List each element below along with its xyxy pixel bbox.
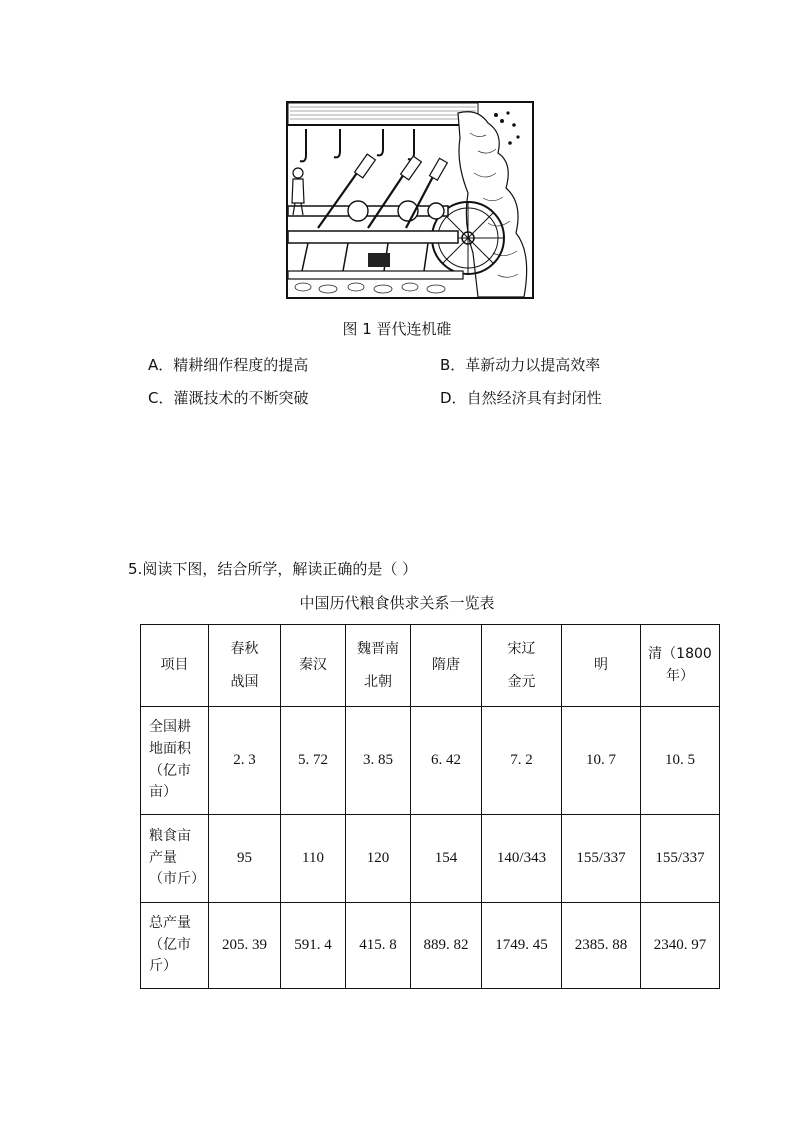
option-d-letter: D． xyxy=(440,389,467,407)
table-cell: 1749. 45 xyxy=(482,903,562,989)
question-5 xyxy=(128,558,417,579)
header-period: 宋辽 金元 xyxy=(482,625,562,707)
table-cell: 155/337 xyxy=(562,815,641,903)
header-period: 魏晋南 北朝 xyxy=(346,625,411,707)
header-period: 清（1800 年） xyxy=(641,625,720,707)
table-cell: 140/343 xyxy=(482,815,562,903)
grain-table xyxy=(140,624,720,989)
table-cell: 2340. 97 xyxy=(641,903,720,989)
table-cell: 889. 82 xyxy=(411,903,482,989)
row-label: 全国耕 地面积 （亿市 亩） xyxy=(141,707,209,815)
table-cell: 10. 5 xyxy=(641,707,720,815)
table-cell: 120 xyxy=(346,815,411,903)
table-cell: 205. 39 xyxy=(209,903,281,989)
question-text: 阅读下图，结合所学，解读正确的是（ ） xyxy=(142,560,418,578)
header-period: 春秋 战国 xyxy=(209,625,281,707)
option-c-text: 灌溉技术的不断突破 xyxy=(173,389,309,407)
option-a-letter: A． xyxy=(148,356,174,374)
option-b[interactable] xyxy=(440,354,600,375)
table-cell: 7. 2 xyxy=(482,707,562,815)
table-cell: 155/337 xyxy=(641,815,720,903)
row-label: 粮食亩 产量 （市斤） xyxy=(141,815,209,903)
table-row xyxy=(141,707,720,815)
water-hammer-illustration xyxy=(288,103,532,297)
table-cell: 95 xyxy=(209,815,281,903)
table-cell: 6. 42 xyxy=(411,707,482,815)
question-number: 5. xyxy=(128,560,143,578)
option-d-text: 自然经济具有封闭性 xyxy=(466,389,602,407)
figure-caption: 图 1 晋代连机碓 xyxy=(342,320,452,338)
table-cell: 5. 72 xyxy=(281,707,346,815)
table-row xyxy=(141,903,720,989)
table-cell: 2385. 88 xyxy=(562,903,641,989)
table-cell: 110 xyxy=(281,815,346,903)
header-period: 秦汉 xyxy=(281,625,346,707)
table-cell: 3. 85 xyxy=(346,707,411,815)
table-cell: 10. 7 xyxy=(562,707,641,815)
header-period: 明 xyxy=(562,625,641,707)
header-item: 项目 xyxy=(141,625,209,707)
row-label: 总产量 （亿市 斤） xyxy=(141,903,209,989)
table-header-row xyxy=(141,625,720,707)
option-b-letter: B． xyxy=(440,356,466,374)
table-cell: 154 xyxy=(411,815,482,903)
header-period: 隋唐 xyxy=(411,625,482,707)
table-cell: 591. 4 xyxy=(281,903,346,989)
option-c[interactable] xyxy=(148,387,309,408)
table-row xyxy=(141,815,720,903)
table-cell: 415. 8 xyxy=(346,903,411,989)
table-title: 中国历代粮食供求关系一览表 xyxy=(299,594,495,612)
option-a[interactable] xyxy=(148,354,308,375)
option-d[interactable] xyxy=(440,387,602,408)
table-cell: 2. 3 xyxy=(209,707,281,815)
option-a-text: 精耕细作程度的提高 xyxy=(173,356,309,374)
figure-illustration xyxy=(286,101,534,299)
option-b-text: 革新动力以提高效率 xyxy=(465,356,601,374)
option-c-letter: C． xyxy=(148,389,174,407)
